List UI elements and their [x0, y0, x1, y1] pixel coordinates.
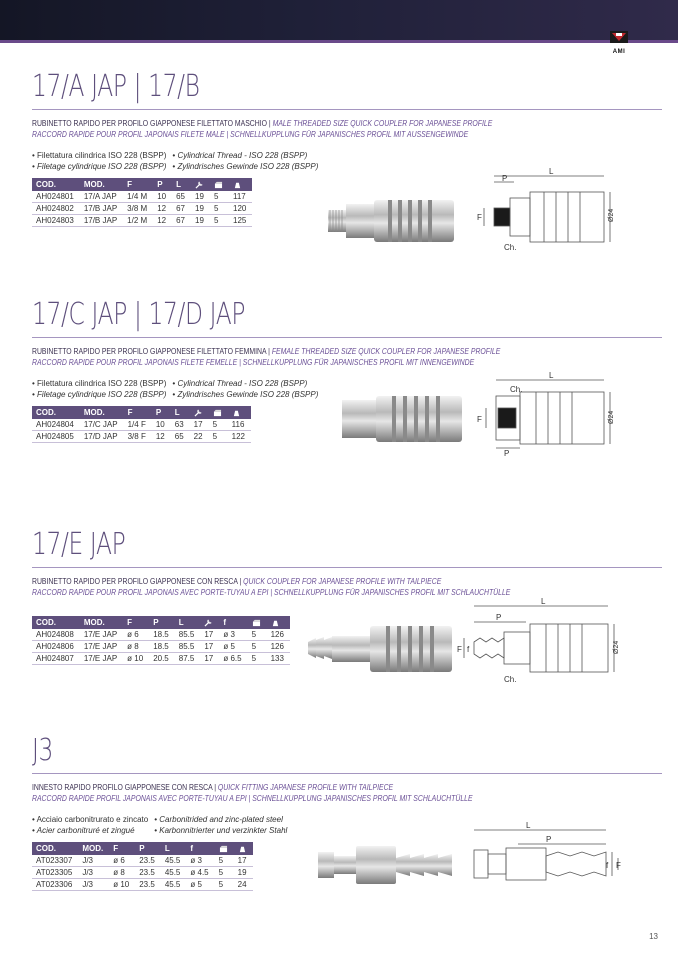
table-cell: 17/C JAP: [80, 419, 124, 431]
table-cell: 17: [200, 653, 219, 665]
section-description: [32, 118, 574, 140]
col-wrench: [190, 406, 209, 419]
weight-icon: [271, 619, 280, 627]
drawing-label-F: F: [477, 213, 482, 222]
table-cell: 1/4 F: [124, 419, 152, 431]
col-l: L: [161, 842, 187, 855]
technical-drawing-17c: [474, 372, 624, 460]
table-cell: AT023306: [32, 879, 78, 891]
table-cell: 17/E JAP: [80, 653, 123, 665]
feature-item: • Zylindrisches Gewinde ISO 228 (BSPP): [172, 390, 319, 399]
table-cell: 126: [267, 641, 290, 653]
technical-drawing-17a: [474, 168, 624, 258]
table-cell: 5: [248, 653, 267, 665]
table-cell: 5: [209, 431, 228, 443]
box-icon: [219, 845, 228, 853]
col-weight: [228, 406, 251, 419]
col-mod: MOD.: [80, 616, 123, 629]
table-cell: 12: [153, 215, 172, 227]
table-header-row: [32, 842, 253, 855]
table-cell: 45.5: [161, 879, 187, 891]
table-cell: 65: [171, 431, 190, 443]
table-cell: 67: [172, 203, 191, 215]
feature-item: • Filettatura cilindrica ISO 228 (BSPP): [32, 151, 167, 160]
col-f: F: [123, 616, 149, 629]
box-icon: [252, 619, 261, 627]
feature-item: • Filettatura cilindrica ISO 228 (BSPP): [32, 379, 167, 388]
table-cell: 65: [172, 191, 191, 203]
table-cell: ø 3: [219, 629, 247, 641]
drawing-label-Ch: Ch.: [504, 675, 517, 684]
table-cell: 17: [190, 419, 209, 431]
table-cell: 23.5: [135, 855, 161, 867]
col-f: F: [123, 178, 153, 191]
table-cell: ø 6.5: [219, 653, 247, 665]
table-cell: 5: [248, 641, 267, 653]
table-cell: 10: [152, 419, 171, 431]
col-box: [210, 178, 229, 191]
table-cell: 5: [248, 629, 267, 641]
table-row: [32, 653, 290, 665]
table-cell: AH024805: [32, 431, 80, 443]
table-cell: AH024804: [32, 419, 80, 431]
table-cell: 125: [229, 215, 252, 227]
drawing-label-L: L: [526, 821, 531, 830]
table-cell: 1/2 M: [123, 215, 153, 227]
table-cell: J/3: [78, 867, 109, 879]
section-description: [32, 782, 574, 804]
table-cell: 17/A JAP: [80, 191, 123, 203]
top-banner-accent: [0, 40, 678, 43]
table-cell: 17: [200, 641, 219, 653]
table-cell: ø 10: [123, 653, 149, 665]
col-p: P: [152, 406, 171, 419]
table-cell: 122: [228, 431, 251, 443]
table-cell: AH024806: [32, 641, 80, 653]
desc-line2: RACCORD RAPIDE PROFIL JAPONAIS AVEC PORTE-TUYAU A EPI | SCHNELLKUPPLUNG JAPANISCHES PROFIL MIT SCHLAUCHTÜLLE: [32, 794, 473, 803]
product-photo-17a: [326, 190, 466, 250]
col-l: L: [175, 616, 201, 629]
col-small-f: f: [219, 616, 247, 629]
desc-line2: RACCORD RAPIDE POUR PROFIL JAPONAIS AVEC PORTE-TUYAU A EPI | SCHNELLKUPPLUNG FÜR JAPANISCHES PROFIL MIT SCHLAUCHTÜLLE: [32, 588, 511, 597]
drawing-label-dia: Ø24: [613, 640, 620, 654]
section-title: 17/E JAP: [32, 527, 126, 562]
logo-mark-icon: [609, 30, 629, 48]
weight-icon: [232, 409, 241, 417]
col-wrench: [200, 616, 219, 629]
feature-item: • Cylindrical Thread - ISO 228 (BSPP): [172, 151, 308, 160]
feature-item: • Acier carbonitruré et zingué: [32, 826, 135, 835]
table-cell: 63: [171, 419, 190, 431]
desc-plain: RUBINETTO RAPIDO PER PROFILO GIAPPONESE FILETTATO FEMMINA |: [32, 347, 272, 356]
table-cell: 24: [234, 879, 253, 891]
drawing-label-P: P: [546, 835, 552, 844]
brand-logo: [604, 30, 634, 60]
drawing-label-F: F: [616, 861, 621, 870]
spec-table: [32, 616, 290, 665]
table-cell: 116: [228, 419, 251, 431]
box-icon: [214, 181, 223, 189]
logo-text: AMI: [612, 49, 626, 55]
col-l: L: [171, 406, 190, 419]
col-p: P: [153, 178, 172, 191]
col-cod: COD.: [32, 178, 80, 191]
table-cell: 5: [210, 191, 229, 203]
table-cell: 120: [229, 203, 252, 215]
table-cell: 3/8 M: [123, 203, 153, 215]
drawing-label-L: L: [549, 168, 554, 176]
wrench-icon: [194, 409, 203, 417]
table-cell: 19: [191, 191, 210, 203]
weight-icon: [238, 845, 247, 853]
table-cell: 20.5: [149, 653, 175, 665]
table-cell: 5: [215, 855, 234, 867]
feature-item: • Zylindrisches Gewinde ISO 228 (BSPP): [172, 162, 319, 171]
drawing-label-P: P: [502, 174, 508, 183]
drawing-label-P: P: [504, 449, 510, 458]
drawing-label-F: F: [477, 415, 482, 424]
drawing-label-L: L: [549, 372, 554, 380]
table-cell: ø 3: [186, 855, 214, 867]
table-cell: J/3: [78, 855, 109, 867]
table-cell: AH024801: [32, 191, 80, 203]
table-cell: ø 5: [219, 641, 247, 653]
table-row: [32, 191, 252, 203]
drawing-label-P: P: [496, 613, 502, 622]
desc-plain: INNESTO RAPIDO PROFILO GIAPPONESE CON RESCA |: [32, 783, 218, 792]
table-row: [32, 629, 290, 641]
drawing-label-f: f: [606, 861, 609, 870]
table-cell: 17/B JAP: [80, 215, 123, 227]
drawing-label-Ch: Ch.: [510, 385, 523, 394]
feature-item: • Filetage cylindrique ISO 228 (BSPP): [32, 390, 167, 399]
table-cell: 23.5: [135, 867, 161, 879]
table-row: [32, 419, 251, 431]
table-cell: 85.5: [175, 629, 201, 641]
desc-plain: RUBINETTO RAPIDO PER PROFILO GIAPPONESE CON RESCA |: [32, 577, 244, 586]
col-box: [248, 616, 267, 629]
table-row: [32, 879, 253, 891]
technical-drawing-j3: [466, 820, 626, 900]
desc-line2: RACCORD RAPIDE POUR PROFIL JAPONAIS FILETE MALE | SCHNELLKUPPLUNG FÜR JAPANISCHES PROFIL MIT AUSSENGEWINDE: [32, 130, 469, 139]
table-row: [32, 431, 251, 443]
desc-line2: RACCORD RAPIDE POUR PROFIL JAPONAIS FILETE FEMELLE | SCHNELLKUPPLUNG FÜR JAPANISCHES PROFIL MIT INNENGEWINDE: [32, 358, 475, 367]
table-cell: 19: [234, 867, 253, 879]
table-row: [32, 641, 290, 653]
table-header-row: [32, 406, 251, 419]
table-header-row: [32, 178, 252, 191]
col-weight: [229, 178, 252, 191]
table-cell: 5: [210, 203, 229, 215]
title-rule: [32, 567, 662, 568]
desc-italic: QUICK COUPLER FOR JAPANESE PROFILE WITH TAILPIECE: [243, 577, 442, 586]
table-cell: 1/4 M: [123, 191, 153, 203]
table-header-row: [32, 616, 290, 629]
title-rule: [32, 109, 662, 110]
feature-item: • Filetage cylindrique ISO 228 (BSPP): [32, 162, 167, 171]
table-cell: 19: [191, 215, 210, 227]
table-cell: ø 6: [109, 855, 135, 867]
desc-italic: FEMALE THREADED SIZE QUICK COUPLER FOR JAPANESE PROFILE: [271, 347, 501, 356]
col-cod: COD.: [32, 842, 78, 855]
product-photo-j3: [316, 840, 456, 890]
drawing-label-L: L: [541, 598, 546, 606]
title-rule: [32, 773, 662, 774]
table-cell: 5: [215, 867, 234, 879]
col-wrench: [191, 178, 210, 191]
feature-item: • Karbonnitrierter und verzinkter Stahl: [154, 826, 288, 835]
col-p: P: [135, 842, 161, 855]
drawing-label-f: f: [467, 645, 470, 654]
weight-icon: [233, 181, 242, 189]
table-cell: 133: [267, 653, 290, 665]
table-cell: 18.5: [149, 629, 175, 641]
spec-table: [32, 406, 251, 443]
table-cell: 17/B JAP: [80, 203, 123, 215]
col-f: F: [109, 842, 135, 855]
table-cell: 117: [229, 191, 252, 203]
col-l: L: [172, 178, 191, 191]
col-mod: MOD.: [80, 406, 124, 419]
feature-item: • Acciaio carbonitrurato e zincato: [32, 815, 149, 824]
table-cell: 17/D JAP: [80, 431, 124, 443]
drawing-label-Ch: Ch.: [504, 243, 517, 252]
col-cod: COD.: [32, 616, 80, 629]
table-cell: 17: [234, 855, 253, 867]
spec-table: [32, 178, 252, 227]
table-cell: AT023307: [32, 855, 78, 867]
table-cell: 12: [153, 203, 172, 215]
table-cell: 12: [152, 431, 171, 443]
table-cell: 45.5: [161, 855, 187, 867]
table-cell: AH024803: [32, 215, 80, 227]
table-cell: AH024807: [32, 653, 80, 665]
table-cell: ø 8: [109, 867, 135, 879]
table-cell: ø 10: [109, 879, 135, 891]
table-cell: 3/8 F: [124, 431, 152, 443]
feature-item: • Cylindrical Thread - ISO 228 (BSPP): [172, 379, 308, 388]
wrench-icon: [204, 619, 213, 627]
table-cell: ø 8: [123, 641, 149, 653]
wrench-icon: [195, 181, 204, 189]
table-cell: 19: [191, 203, 210, 215]
col-weight: [267, 616, 290, 629]
table-cell: 17/E JAP: [80, 629, 123, 641]
table-cell: 45.5: [161, 867, 187, 879]
table-cell: 23.5: [135, 879, 161, 891]
col-box: [209, 406, 228, 419]
table-cell: 5: [210, 215, 229, 227]
col-mod: MOD.: [78, 842, 109, 855]
table-cell: AH024802: [32, 203, 80, 215]
col-mod: MOD.: [80, 178, 123, 191]
col-box: [215, 842, 234, 855]
table-cell: AH024808: [32, 629, 80, 641]
col-small-f: f: [186, 842, 214, 855]
table-cell: 85.5: [175, 641, 201, 653]
table-cell: 22: [190, 431, 209, 443]
desc-plain: RUBINETTO RAPIDO PER PROFILO GIAPPONESE FILETTATO MASCHIO |: [32, 119, 273, 128]
table-cell: 5: [215, 879, 234, 891]
drawing-label-dia: Ø24: [608, 208, 615, 222]
spec-table: [32, 842, 253, 891]
table-cell: AT023305: [32, 867, 78, 879]
table-cell: 126: [267, 629, 290, 641]
product-photo-17e: [306, 618, 456, 678]
section-description: [32, 576, 574, 598]
box-icon: [213, 409, 222, 417]
table-row: [32, 215, 252, 227]
table-cell: ø 4.5: [186, 867, 214, 879]
section-title: 17/C JAP | 17/D JAP: [32, 297, 246, 332]
table-cell: 10: [153, 191, 172, 203]
drawing-label-dia: Ø24: [608, 410, 615, 424]
desc-italic: MALE THREADED SIZE QUICK COUPLER FOR JAPANESE PROFILE: [272, 119, 493, 128]
col-weight: [234, 842, 253, 855]
col-p: P: [149, 616, 175, 629]
table-row: [32, 203, 252, 215]
section-description: [32, 346, 574, 368]
product-photo-17c: [340, 388, 465, 448]
table-cell: ø 5: [186, 879, 214, 891]
table-row: [32, 855, 253, 867]
section-title: 17/A JAP | 17/B: [32, 69, 200, 104]
drawing-label-F: F: [457, 645, 462, 654]
desc-italic: QUICK FITTING JAPANESE PROFILE WITH TAILPIECE: [217, 783, 394, 792]
page-number: 13: [649, 932, 658, 941]
table-cell: 17: [200, 629, 219, 641]
col-f: F: [124, 406, 152, 419]
title-rule: [32, 337, 662, 338]
table-cell: 87.5: [175, 653, 201, 665]
table-cell: ø 6: [123, 629, 149, 641]
table-cell: 5: [209, 419, 228, 431]
section-title: J3: [32, 733, 54, 768]
feature-item: • Carbonitrided and zinc-plated steel: [154, 815, 283, 824]
table-cell: 67: [172, 215, 191, 227]
technical-drawing-17e: [456, 598, 626, 688]
top-banner: [0, 0, 678, 42]
table-cell: 18.5: [149, 641, 175, 653]
table-cell: 17/E JAP: [80, 641, 123, 653]
table-row: [32, 867, 253, 879]
table-cell: J/3: [78, 879, 109, 891]
col-cod: COD.: [32, 406, 80, 419]
